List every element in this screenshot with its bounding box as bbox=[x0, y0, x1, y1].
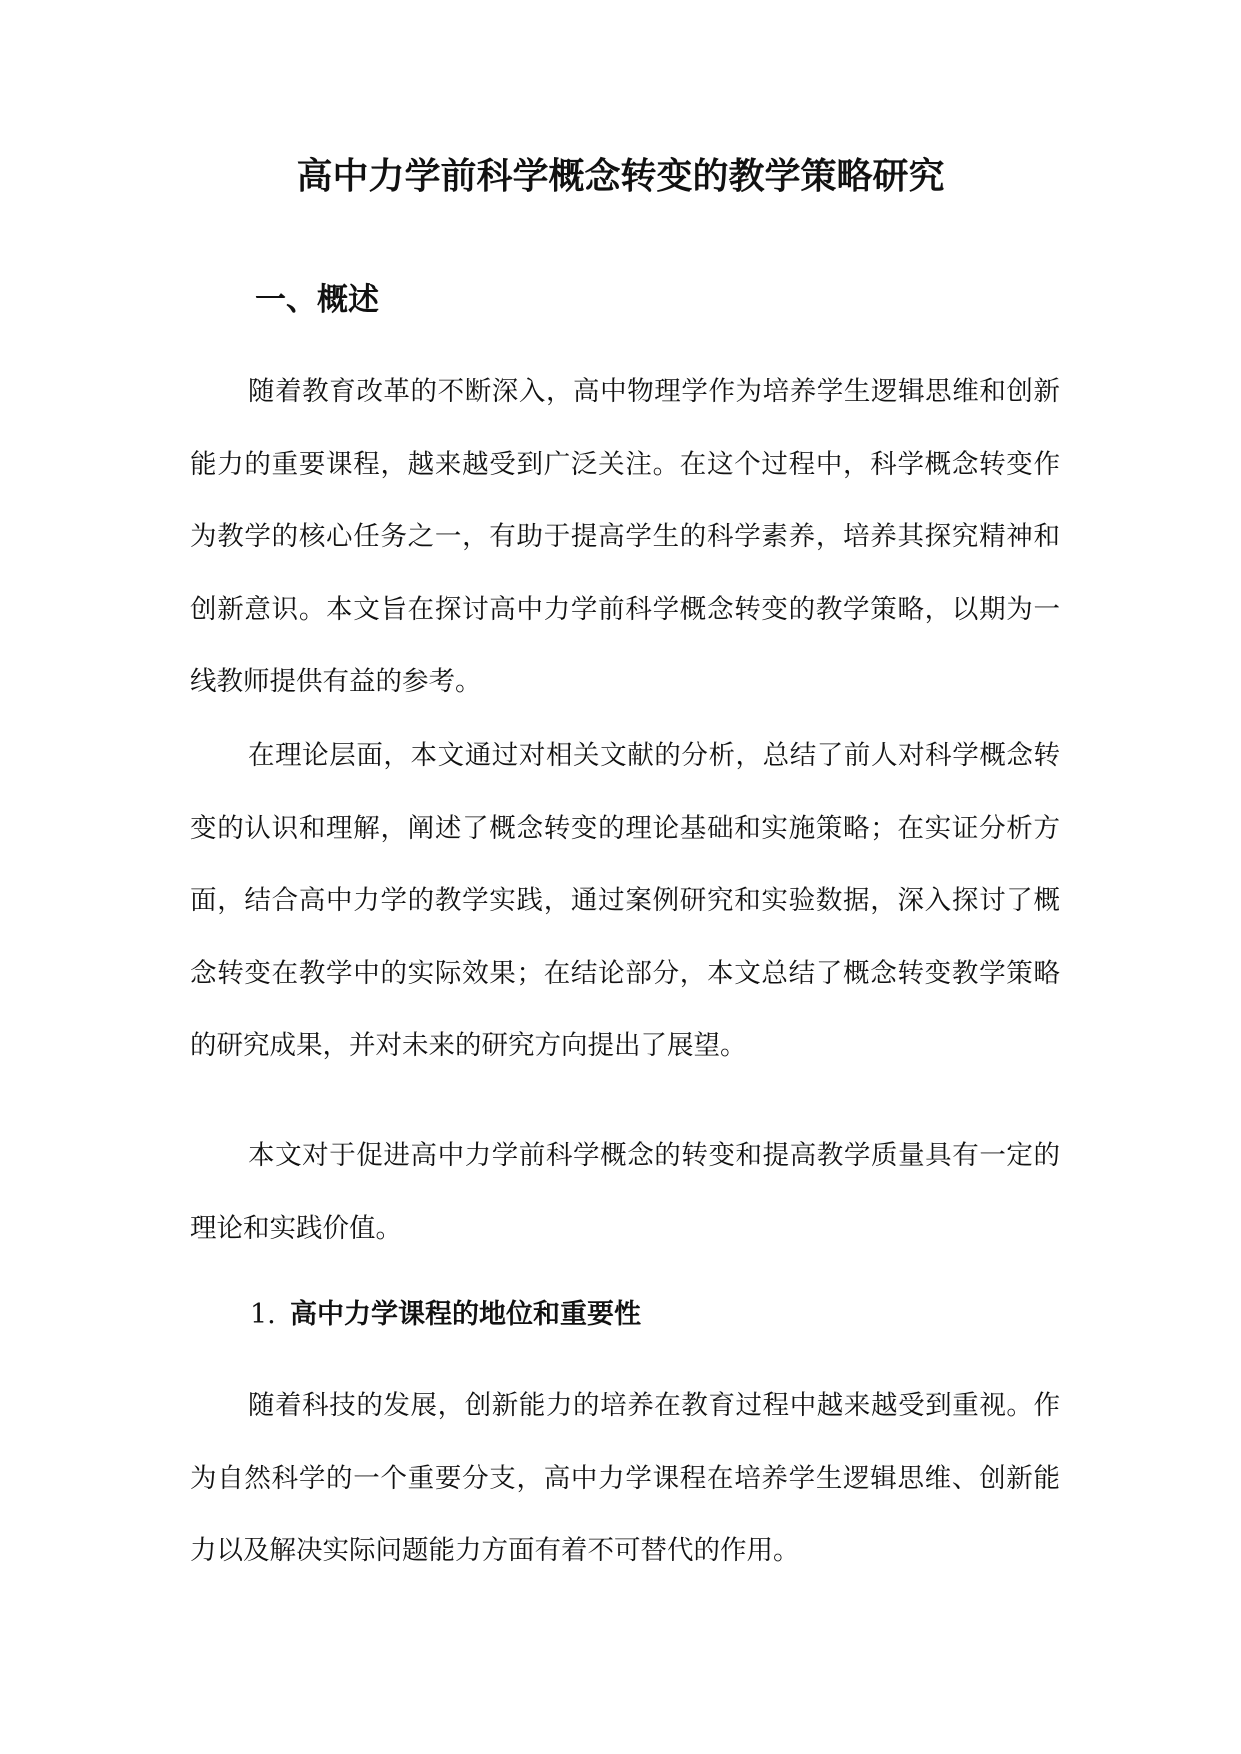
paragraph: 在理论层面，本文通过对相关文献的分析，总结了前人对科学概念转变的认识和理解，阐述了概念转变的理论基础和实施策略；在实证分析方面，结合高中力学的教学实践，通过案例研究和实验数据，深入探讨了概念转变在教学中的实际效果；在结论部分，本文总结了概念转变教学策略的研究成果，并对未来的研究方向提出了展望。 bbox=[190, 740, 1060, 1061]
subsection-number: 1. bbox=[250, 1299, 276, 1330]
section-heading-overview: 一、概述 bbox=[255, 282, 379, 318]
paragraph: 本文对于促进高中力学前科学概念的转变和提高教学质量具有一定的理论和实践价值。 bbox=[190, 1140, 1060, 1244]
paragraph: 随着科技的发展，创新能力的培养在教育过程中越来越受到重视。作为自然科学的一个重要分支，高中力学课程在培养学生逻辑思维、创新能力以及解决实际问题能力方面有着不可替代的作用。 bbox=[190, 1390, 1060, 1566]
document-title: 高中力学前科学概念转变的教学策略研究 bbox=[296, 155, 945, 197]
paragraph: 随着教育改革的不断深入，高中物理学作为培养学生逻辑思维和创新能力的重要课程，越来越受到广泛关注。在这个过程中，科学概念转变作为教学的核心任务之一，有助于提高学生的科学素养，培养其探究精神和创新意识。本文旨在探讨高中力学前科学概念转变的教学策略，以期为一线教师提供有益的参考。 bbox=[190, 376, 1060, 697]
subsection-title: 高中力学课程的地位和重要性 bbox=[290, 1299, 641, 1330]
subsection-heading bbox=[250, 1295, 641, 1335]
